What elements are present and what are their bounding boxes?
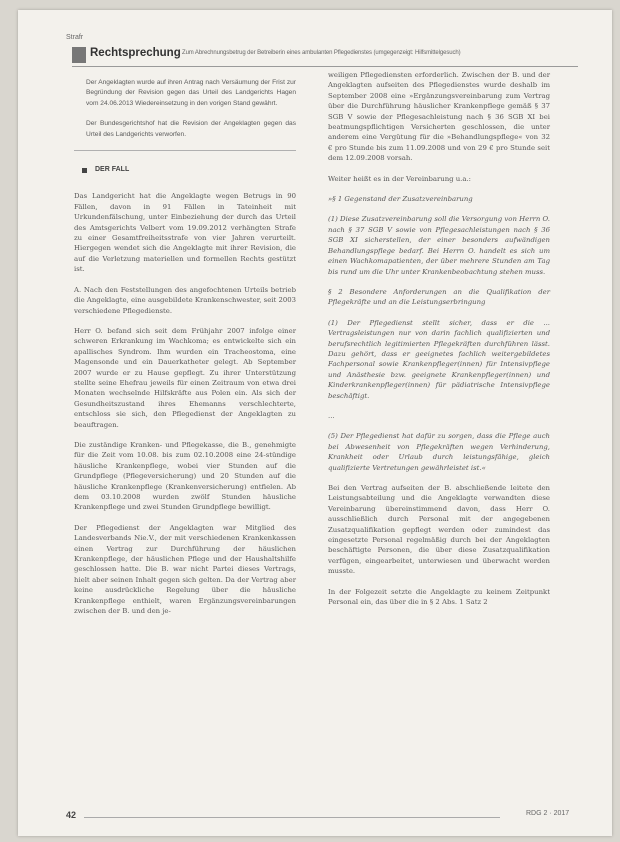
body-paragraph: Weiter heißt es in der Vereinbarung u.a.: xyxy=(328,174,471,183)
abstract-box xyxy=(74,70,296,140)
journal-issue: RDG 2 · 2017 xyxy=(526,810,570,817)
page-subtitle: Zum Abrechnungsbetrug der Betreiberin eines ambulanten Pflegedienstes (umgegenzeigt: Hilfsmittelgesuch) xyxy=(182,50,461,56)
page-title: Rechtsprechung xyxy=(90,47,181,59)
document-page xyxy=(18,10,612,836)
body-paragraph: Bei den Vertrag aufseiten der B. abschließende leitete den Leistungsabteilung und die Angeklagte verwandten diese Vereinbarung übereinstimmend davon, dass Herr O. ausschließlich durch Personal mit der angegebenen Zusatzqualifikation gepflegt werden oder zumindest das eingesetzte Personal regelmäßig durch bei der Angeklagten beschäftigte Personen, die über diese Zusatzqualifikation verfügen, eingearbeitet, unterwiesen und überwacht werden musste. xyxy=(328,484,550,576)
left-column xyxy=(74,70,296,626)
abstract-paragraph: Der Bundesgerichtshof hat die Revision der Angeklagten gegen das Urteil des Landgerichts verworfen. xyxy=(86,120,296,138)
quote-heading: § 2 Besondere Anforderungen an die Qualifikation der Pflegekräfte und an die Leistungserbringung xyxy=(328,287,550,307)
abstract-paragraph: Der Angeklagten wurde auf ihren Antrag nach Versäumung der Frist zur Begründung der Revision gegen das Urteil des Landgerichts Hagen vom 24.06.2013 Wiedereinsetzung in den vorigen Stand gewährt. xyxy=(86,79,296,107)
section-heading-text: DER FALL xyxy=(95,166,130,174)
body-paragraph: Das Landgericht hat die Angeklagte wegen Betrugs in 90 Fällen, davon in 91 Fällen in Tateinheit mit Urkundenfälschung, unter Einbeziehung der durch das Urteil des Amtsgerichts Velbert vom 19.09.2012 verhängten Strafe zu einer Gesamtfreiheitsstrafe von vier Jahren verurteilt. Hiergegen wendet sich die Angeklagte mit ihrer Revision, die auf die Verletzung materiellen und formellen Rechts gestützt ist. xyxy=(74,192,296,274)
body-paragraph: In der Folgezeit setzte die Angeklagte zu keinem Zeitpunkt Personal ein, das über die in § 2 Abs. 1 Satz 2 xyxy=(328,587,550,607)
body-paragraph: Die zuständige Kranken- und Pflegekasse, die B., genehmigte für die Zeit vom 10.08. bis zum 02.10.2008 eine 24-stündige häusliche Krankenpflege, wobei vier Stunden auf die Grundpflege (Pflegeversicherung) und 20 Stunden auf die häusliche Krankenpflege (Krankenversicherung) entfielen. Ab dem 03.10.2008 wurden zwölf Stunden häusliche Krankenpflege und zwei Stunden Grundpflege bewilligt. xyxy=(74,440,296,512)
footer-divider xyxy=(84,817,500,818)
body-paragraph: Herr O. befand sich seit dem Frühjahr 2007 infolge einer schweren Erkrankung im Wachkoma; es entwickelte sich ein apallisches Syndrom. Ihm wurden ein Tracheostoma, eine Magensonde und ein Dauerkatheter gelegt. Ab September 2007 wurde er zu Hause gepflegt. Zu ihrer Unterstützung stellte seine Ehefrau jeweils für einen Zeitraum von etwa drei Monaten wechselnde Hilfskräfte aus Polen ein. Als sich der Gesundheitszustand ihres Ehemanns verschlechterte, entschloss sie sich, den Pflegedienst der Angeklagten zu beauftragen. xyxy=(74,326,296,429)
section-label: Strafr xyxy=(66,34,84,41)
quote-ellipsis: ... xyxy=(328,411,335,420)
body-paragraph: weiligen Pflegediensten erforderlich. Zwischen der B. und der Angeklagten aufseiten des Pflegedienstes wurde deshalb im September 2008 eine »Ergänzungsvereinbarung zum Vertrag über die Durchführung häuslicher Krankenpflege gemäß § 37 SGB V sowie der Pflegesachleistung nach § 36 SGB XI bei beatmungspflichtigen Versicherten geschlossen, die unter anderem eine Vergütung für die »Behandlungspflege« von 32 € pro Stunde bis zum 11.09.2008 und von 29 € pro Stunde seit dem 12.09.2008 vorsah. xyxy=(328,71,550,163)
header-marker xyxy=(72,47,86,63)
quote-paragraph: (1) Diese Zusatzvereinbarung soll die Versorgung von Herrn O. nach § 37 SGB V sowie von Pflegesachleistungen nach § 36 SGB XI sicherstellen, der einer besonders aufwändigen Behandlungspflege bedarf. Bei Herrn O. handelt es sich um einen Wachkomapatienten, der über mehrere Stunden am Tag bis rund um die Uhr unter Krankenbeobachtung stehen muss. xyxy=(328,215,550,276)
quote-paragraph: (5) Der Pflegedienst hat dafür zu sorgen, dass die Pflege auch bei Abwesenheit von Pflegekräften wegen Verhinderung, Krankheit oder Urlaub durch leistungsfähige, gleich qualifizierte Vertretungen gewährleistet ist.« xyxy=(328,432,550,472)
section-heading xyxy=(74,165,296,175)
quote-paragraph: (1) Der Pflegedienst stellt sicher, dass er die ... Vertragsleistungen nur von darin fachlich qualifizierten und berufsrechtlich legitimierten Pflegekräften durchführen lässt. Dazu gehört, dass er geeignetes fachlich weitergebildetes Fachpersonal sowie Krankenpfleger(innen) für Intensivpflege und Anästhesie bzw. geeignete Krankenpfleger(innen) und Kinderkrankenpfleger(innen) für pädiatrische Intensivpflege beschäftigt. xyxy=(328,318,550,400)
right-column xyxy=(328,70,550,617)
page-number: 42 xyxy=(66,810,77,820)
quote-heading: »§ 1 Gegenstand der Zusatzvereinbarung xyxy=(328,195,473,204)
header-divider xyxy=(72,66,578,67)
abstract-divider xyxy=(74,150,296,151)
body-paragraph: Der Pflegedienst der Angeklagten war Mitglied des Landesverbands Nie.V., der mit verschiedenen Krankenkassen einen Vertrag zur Durchführung der häuslichen Krankenpflege, der häuslichen Pflege und der Haushaltshilfe geschlossen hatte. Die B. war nicht Partei dieses Vertrags, hielt aber seinen Inhalt gegen sich gelten. Da der Vertrag aber keine ausdrückliche Regelung über die häusliche Krankenpflege enthielt, waren Ergänzungsvereinbarungen zwischen der B. und den je- xyxy=(74,523,296,616)
square-bullet-icon xyxy=(82,168,87,173)
body-paragraph: A. Nach den Feststellungen des angefochtenen Urteils betrieb die Angeklagte, eine ausgebildete Krankenschwester, seit 2003 verschiedene Pflegedienste. xyxy=(74,285,296,315)
